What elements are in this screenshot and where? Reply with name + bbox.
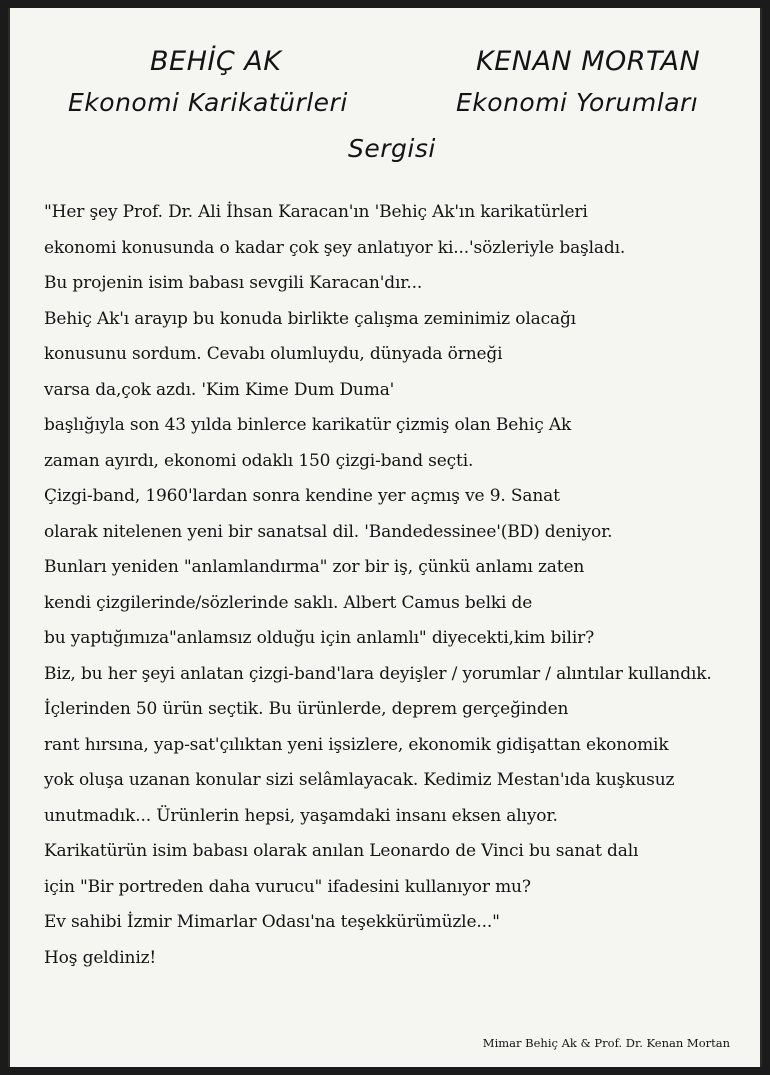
text-line: Ev sahibi İzmir Mimarlar Odası'na teşekkürümüzle..." — [44, 912, 500, 932]
text-line: yok oluşa uzanan konular sizi selâmlayacak. Kedimiz Mestan'ıda kuşkusuz — [44, 770, 675, 790]
author-subtitle: Ekonomi Yorumları — [456, 88, 699, 117]
text-line: için "Bir portreden daha vurucu" ifadesini kullanıyor mu? — [44, 876, 531, 897]
text-line: ekonomi konusunda o kadar çok şey anlatıyor ki...'sözleriyle başladı. — [44, 237, 626, 258]
text-line: "Her şey Prof. Dr. Ali İhsan Karacan'ın 'Behiç Ak'ın karikatürleri — [44, 202, 588, 222]
signature: Mimar Behiç Ak & Prof. Dr. Kenan Mortan — [482, 1036, 730, 1050]
text-line: Bunları yeniden "anlamlandırma" zor bir iş, çünkü anlamı zaten — [44, 557, 585, 577]
text-line: konusunu sordum. Cevabı olumluydu, dünyada örneği — [44, 344, 503, 364]
text-line: bu yaptığımıza"anlamsız olduğu için anlamlı" diyecekti,kim bilir? — [44, 628, 595, 648]
text-line: İçlerinden 50 ürün seçtik. Bu ürünlerde, deprem gerçeğinden — [44, 699, 569, 719]
text-line: olarak nitelenen yeni bir sanatsal dil. 'Bandedessinee'(BD) deniyor. — [44, 521, 613, 542]
text-line: varsa da,çok azdı. 'Kim Kime Dum Duma' — [44, 379, 395, 400]
text-line: Hoş geldiniz! — [44, 947, 157, 968]
text-line: rant hırsına, yap-sat'çılıktan yeni işsizlere, ekonomik gidişattan ekonomik — [44, 734, 669, 755]
exhibition-title: Sergisi — [348, 134, 436, 163]
text-line: kendi çizgilerinde/sözlerinde saklı. Albert Camus belki de — [44, 592, 533, 613]
text-line: Behiç Ak'ı arayıp bu konuda birlikte çalışma zeminimiz olacağı — [44, 308, 576, 329]
body-text — [44, 195, 754, 976]
text-line: Biz, bu her şeyi anlatan çizgi-band'lara deyişler / yorumlar / alıntılar kullandık. — [44, 663, 712, 684]
text-line: Bu projenin isim babası sevgili Karacan'dır... — [44, 273, 423, 293]
document-page — [8, 8, 762, 1067]
text-line: zaman ayırdı, ekonomi odaklı 150 çizgi-band seçti. — [44, 450, 474, 471]
text-line: Karikatürün isim babası olarak anılan Leonardo de Vinci bu sanat dalı — [44, 841, 639, 861]
artist-name: BEHİÇ AK — [150, 46, 282, 77]
text-line: unutmadık... Ürünlerin hepsi, yaşamdaki insanı eksen alıyor. — [44, 805, 558, 826]
text-line: başlığıyla son 43 yılda binlerce karikatür çizmiş olan Behiç Ak — [44, 415, 572, 435]
author-name: KENAN MORTAN — [476, 46, 701, 77]
text-line: Çizgi-band, 1960'lardan sonra kendine yer açmış ve 9. Sanat — [44, 486, 560, 506]
artist-subtitle: Ekonomi Karikatürleri — [68, 88, 348, 117]
